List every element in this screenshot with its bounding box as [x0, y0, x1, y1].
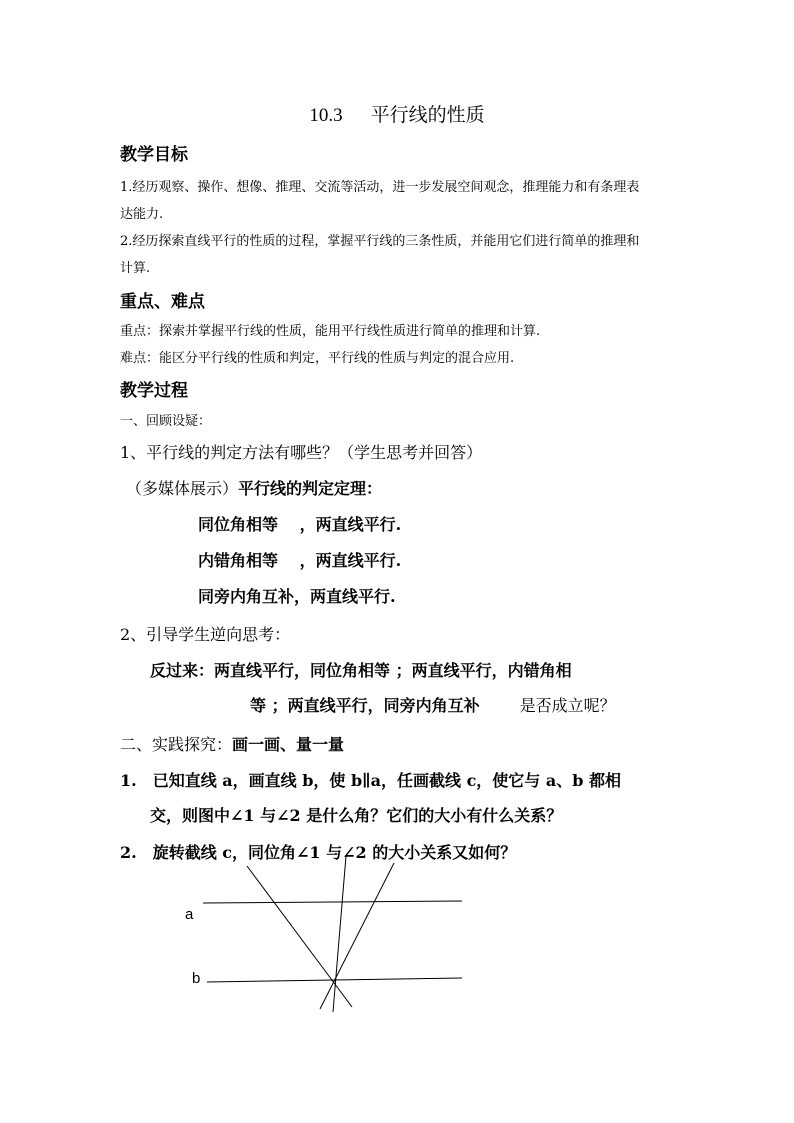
line-a: [203, 901, 462, 903]
task-1-line-2: 交，则图中∠1 与∠2 是什么角？它们的大小有什么关系？: [150, 806, 563, 825]
task-2: 2. 旋转截线 c，同位角∠1 与∠2 的大小关系又如何？: [120, 843, 517, 862]
theorem-1: 同位角相等 ，两直线平行.: [198, 515, 402, 534]
section-review: 一、回顾设疑：: [120, 414, 212, 429]
media-prefix: （多媒体展示）: [126, 479, 239, 498]
theorem-2: 内错角相等 ，两直线平行.: [198, 551, 402, 570]
label-b: b: [192, 970, 201, 987]
question-2: 2、引导学生逆向思考：: [120, 625, 291, 644]
reverse-line-1: 反过来：两直线平行，同位角相等 ；两直线平行，内错角相: [150, 661, 572, 680]
transversal-1: [247, 866, 352, 1007]
label-a: a: [185, 906, 194, 923]
title-text: 平行线的性质: [370, 104, 485, 126]
transversal-3: [320, 863, 394, 1009]
process-heading: 教学过程: [120, 381, 188, 401]
section-number: 10.3: [309, 105, 343, 126]
task-1-line-1: 1. 已知直线 a，画直线 b，使 b∥a，任画截线 c，使它与 a、b 都相: [120, 771, 622, 790]
question-1: 1、平行线的判定方法有哪些？（学生思考并回答）: [120, 443, 483, 462]
objective-2-line-2: 计算.: [120, 261, 151, 276]
section-practice-prefix: 二、实践探究：: [120, 735, 233, 754]
key-point: 重点：探索并掌握平行线的性质，能用平行线性质进行简单的推理和计算.: [120, 324, 541, 339]
objective-2-line-1: 2.经历探索直线平行的性质的过程，掌握平行线的三条性质，并能用它们进行简单的推理和: [120, 234, 640, 249]
difficult-point: 难点：能区分平行线的性质和判定，平行线的性质与判定的混合应用.: [120, 351, 515, 366]
objective-1-line-1: 1.经历观察、操作、想像、推理、交流等活动，进一步发展空间观念，推理能力和有条理表: [120, 180, 640, 195]
reverse-line-2-tail: 是否成立呢？: [519, 696, 616, 715]
reverse-line-2-bold: 等 ；两直线平行，同旁内角互补: [250, 696, 480, 715]
objectives-heading: 教学目标: [120, 145, 188, 165]
transversal-2: [333, 856, 346, 1012]
media-bold: 平行线的判定定理：: [238, 479, 383, 498]
theorem-3: 同旁内角互补，两直线平行.: [198, 587, 396, 606]
objective-1-line-2: 达能力.: [120, 207, 164, 222]
section-practice-bold: 画一画、量一量: [232, 735, 345, 754]
keypoints-heading: 重点、难点: [120, 292, 205, 312]
